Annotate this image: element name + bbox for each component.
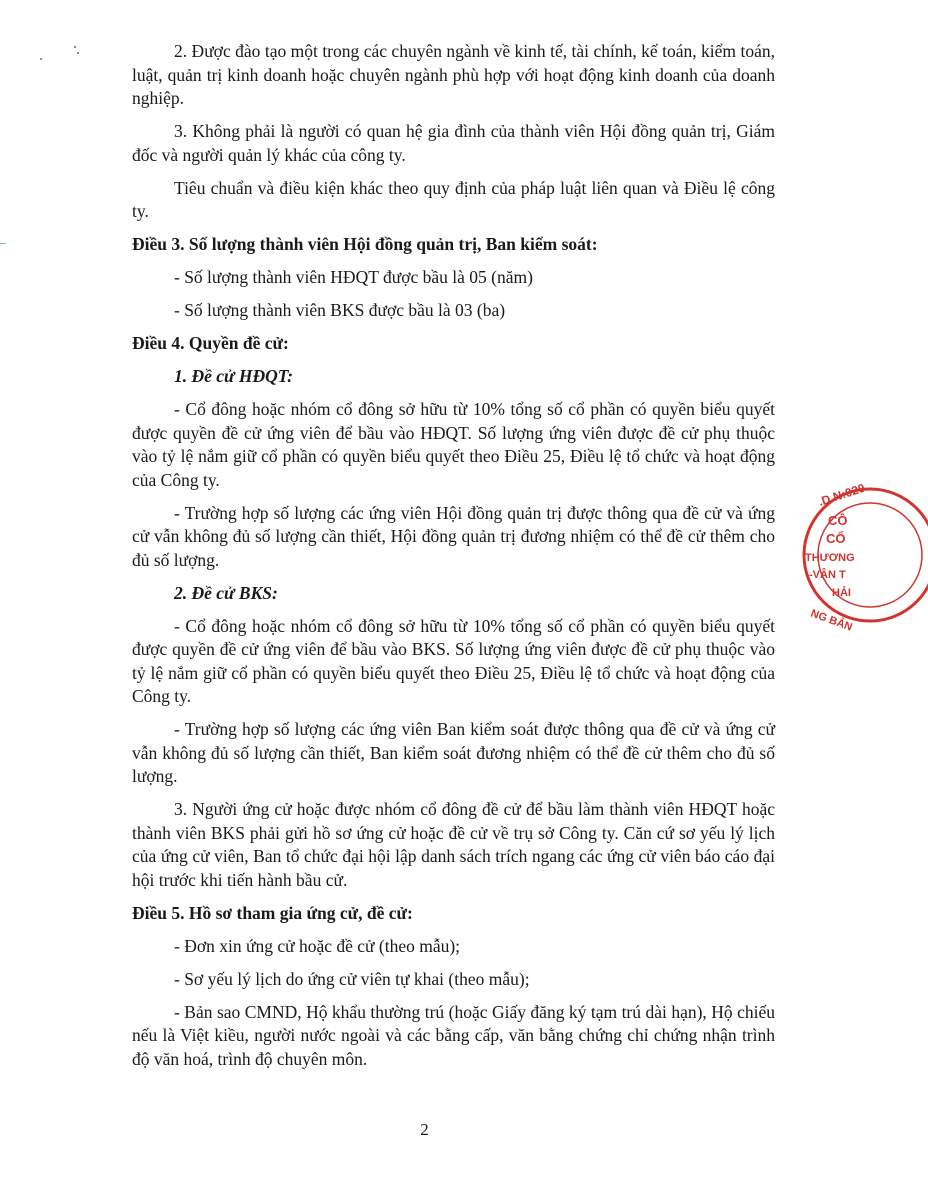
- paragraph-application-submission: 3. Người ứng cử hoặc được nhóm cổ đông đề cử để bầu làm thành viên HĐQT hoặc thành viên BKS phải gửi hồ sơ ứng cử hoặc đề cử về trụ sở Công ty. Căn cứ sơ yếu lý lịch của ứng cử viên, Ban tổ chức đại hội lập danh sách trích ngang các ứng cử viên báo cáo đại hội trước khi tiến hành bầu cử.: [132, 799, 775, 890]
- heading-article-3: Điều 3. Số lượng thành viên Hội đồng quản trị, Ban kiểm soát:: [132, 234, 598, 254]
- subheading-nominate-board: 1. Đề cử HĐQT:: [174, 366, 294, 386]
- page-number: 2: [420, 1120, 429, 1139]
- svg-text:CỔ: CỔ: [826, 531, 846, 546]
- scan-speck: [77, 52, 79, 54]
- svg-text:HẢI: HẢI: [832, 587, 851, 599]
- subheading-nominate-supervisory: 2. Đề cử BKS:: [174, 582, 278, 603]
- paragraph-supervisory-insufficient: - Trường hợp số lượng các ứng viên Ban kiểm soát được thông qua đề cử và ứng cử vẫn không đủ số lượng cần thiết, Ban kiểm soát đương nhiệm có thể đề cử thêm cho đủ số lượng.: [132, 719, 775, 786]
- paragraph-criteria-2: 2. Được đào tạo một trong các chuyên ngành về kinh tế, tài chính, kế toán, kiểm toán, luật, quản trị kinh doanh hoặc chuyên ngành phù hợp với hoạt động kinh doanh của doanh nghiệp.: [132, 41, 775, 108]
- paragraph-board-insufficient: - Trường hợp số lượng các ứng viên Hội đồng quản trị được thông qua đề cử và ứng cử vẫn không đủ số lượng cần thiết, Hội đồng quản trị đương nhiệm có thể đề cử thêm cho đủ số lượng.: [132, 502, 775, 570]
- company-seal-stamp: [798, 482, 928, 632]
- paragraph-supervisory-nomination-rights: - Cổ đông hoặc nhóm cổ đông sở hữu từ 10% tổng số cổ phần có quyền biểu quyết được quyền đề cử ứng viên để bầu vào BKS. Số lượng ứng viên được đề cử phụ thuộc vào tỷ lệ nắm giữ cổ phần có quyền biểu quyết theo Điều 25, Điều lệ tổ chức và hoạt động của Công ty.: [132, 615, 775, 706]
- svg-text:-VẬN T: -VẬN T: [809, 569, 846, 581]
- scan-speck: [74, 46, 76, 48]
- svg-text:.D.N:020: .D.N:020: [816, 480, 867, 509]
- paragraph-board-nomination-rights: - Cổ đông hoặc nhóm cổ đông sở hữu từ 10% tổng số cổ phần có quyền biểu quyết được quyền đề cử ứng viên để bầu vào HĐQT. Số lượng ứng viên được đề cử phụ thuộc vào tỷ lệ nắm giữ cổ phần có quyền biểu quyết theo Điều 25, Điều lệ tổ chức và hoạt động của Công ty.: [132, 399, 775, 490]
- document-body: [132, 40, 775, 1081]
- heading-article-5: Điều 5. Hồ sơ tham gia ứng cử, đề cử:: [132, 902, 413, 923]
- list-item-application-form: - Đơn xin ứng cử hoặc đề cử (theo mẫu);: [174, 935, 461, 956]
- svg-text:NG BẢN: NG BẢN: [808, 607, 854, 634]
- scan-speck: [40, 58, 42, 60]
- list-item-curriculum-vitae: - Sơ yếu lý lịch do ứng cử viên tự khai (theo mẫu);: [174, 968, 530, 989]
- paragraph-other-criteria: Tiêu chuẩn và điều kiện khác theo quy định của pháp luật liên quan và Điều lệ công ty.: [132, 177, 775, 221]
- heading-article-4: Điều 4. Quyền đề cử:: [132, 333, 289, 353]
- list-item-identity-documents: - Bản sao CMND, Hộ khẩu thường trú (hoặc Giấy đăng ký tạm trú dài hạn), Hộ chiếu nếu là Việt kiều, người nước ngoài và các bằng cấp, văn bằng chứng chỉ chứng nhận trình độ văn hoá, trình độ chuyên môn.: [132, 1001, 775, 1069]
- paragraph-criteria-3: 3. Không phải là người có quan hệ gia đình của thành viên Hội đồng quản trị, Giám đốc và người quản lý khác của công ty.: [132, 121, 775, 165]
- list-item-supervisory-count: - Số lượng thành viên BKS được bầu là 03 (ba): [174, 300, 506, 320]
- svg-text:THƯƠNG: THƯƠNG: [805, 552, 855, 564]
- svg-text:CÔ: CÔ: [828, 513, 848, 528]
- list-item-board-count: - Số lượng thành viên HĐQT được bầu là 05 (năm): [174, 267, 533, 287]
- scan-edge-mark: [0, 243, 6, 244]
